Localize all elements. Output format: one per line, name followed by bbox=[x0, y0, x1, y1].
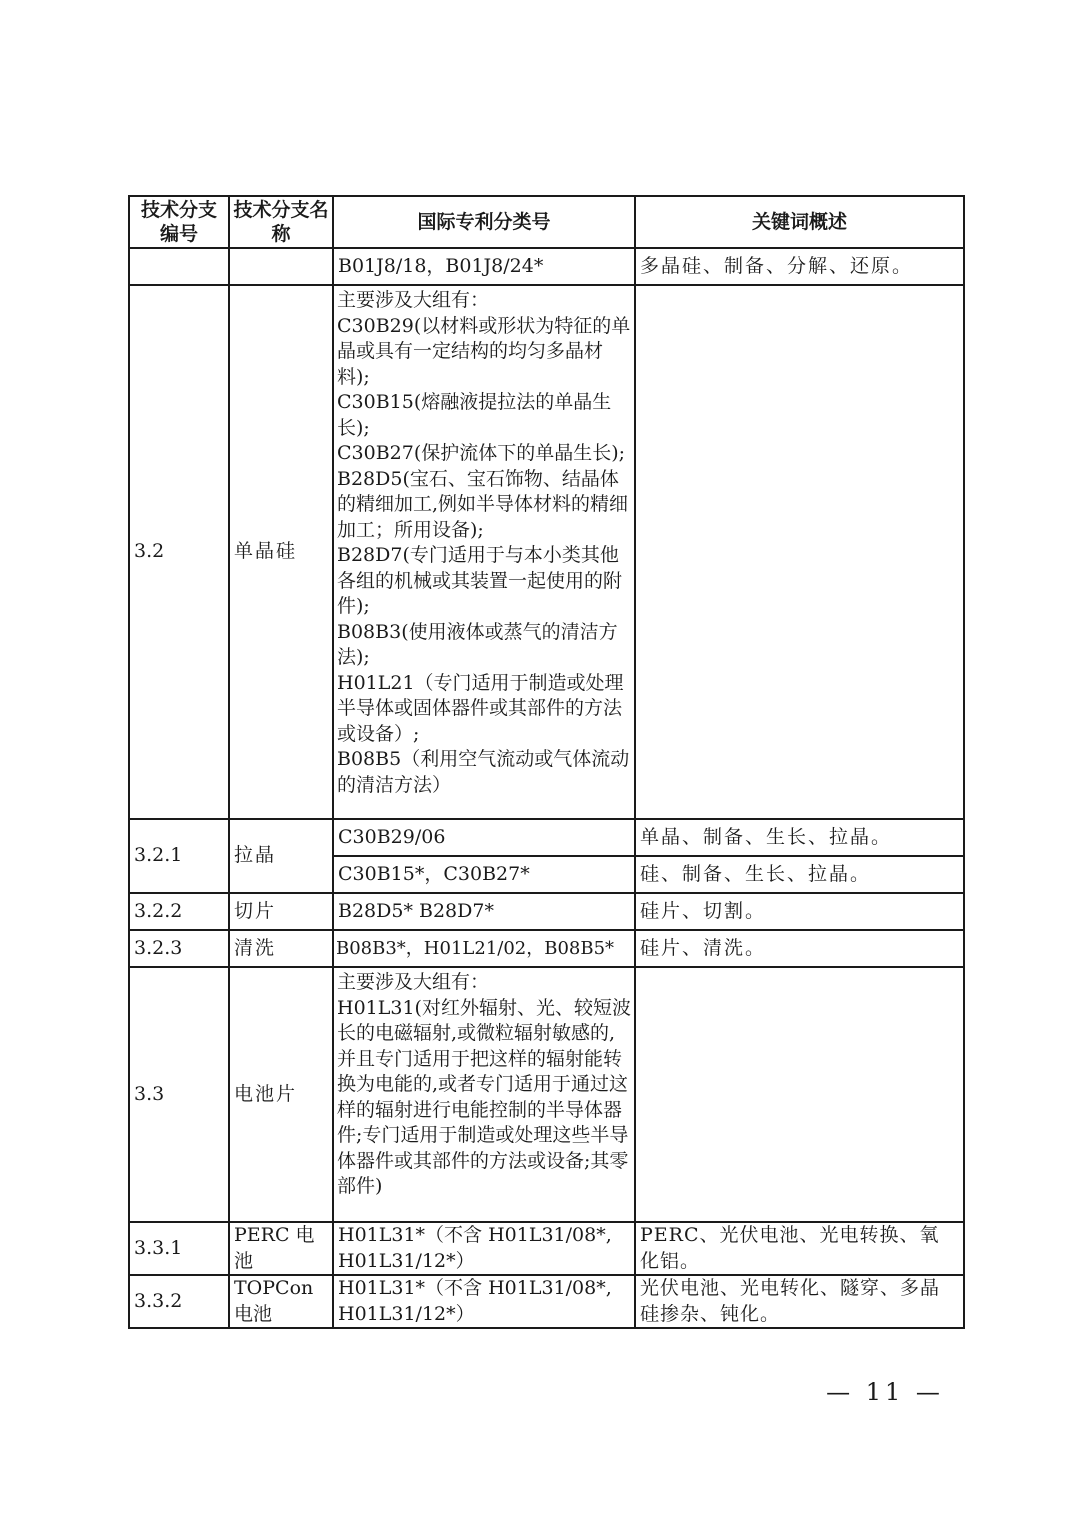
row-ipc: H01L31*（不含 H01L31/08*, H01L31/12*） bbox=[333, 1275, 635, 1328]
row-code: 3.2.1 bbox=[129, 819, 229, 893]
row-name: 拉晶 bbox=[229, 819, 333, 893]
ipc-line: 主要涉及大组有： bbox=[337, 289, 490, 311]
ipc-line: H01L31(对红外辐射、光、较短波长的电磁辐射,或微粒辐射敏感的,并且专门适用于把这样的辐射能转换为电能的,或者专门适用于通过这样的辐射进行电能控制的半导体器件;专门适用于制造或处理这些半导体器件或其部件的方法或设备;其零部件) bbox=[337, 996, 631, 1197]
row-ipc bbox=[333, 285, 635, 819]
row-keywords bbox=[635, 967, 964, 1222]
row-name: 切片 bbox=[229, 893, 333, 930]
row-code: 3.3.1 bbox=[129, 1222, 229, 1275]
ipc-line: B08B3(使用液体或蒸气的清洁方法); bbox=[337, 620, 618, 668]
row-name: 电池片 bbox=[229, 967, 333, 1222]
row-code: 3.3.2 bbox=[129, 1275, 229, 1328]
ipc-line: C30B27(保护流体下的单晶生长); bbox=[337, 442, 626, 464]
header-keywords: 关键词概述 bbox=[635, 196, 964, 248]
table-row bbox=[129, 893, 964, 930]
ipc-line: C30B29(以材料或形状为特征的单晶或具有一定结构的均匀多晶材料); bbox=[337, 314, 631, 388]
row-name: TOPCon 电池 bbox=[229, 1275, 333, 1328]
ipc-line: C30B15(熔融液提拉法的单晶生长); bbox=[337, 391, 612, 439]
row-keywords: 多晶硅、制备、分解、还原。 bbox=[635, 248, 964, 285]
table-row bbox=[129, 1275, 964, 1328]
row-code: 3.3 bbox=[129, 967, 229, 1222]
row-keywords: 光伏电池、光电转化、隧穿、多晶硅掺杂、钝化。 bbox=[635, 1275, 964, 1328]
header-ipc: 国际专利分类号 bbox=[333, 196, 635, 248]
row-ipc: C30B15*，C30B27* bbox=[333, 856, 635, 893]
row-code: 3.2.2 bbox=[129, 893, 229, 930]
ipc-classification-table bbox=[128, 195, 965, 1329]
table-row bbox=[129, 967, 964, 1222]
row-name: PERC 电池 bbox=[229, 1222, 333, 1275]
row-code: 3.2 bbox=[129, 285, 229, 819]
row-keywords: PERC、光伏电池、光电转换、氧化铝。 bbox=[635, 1222, 964, 1275]
row-keywords bbox=[635, 285, 964, 819]
table-row bbox=[129, 285, 964, 819]
table-row bbox=[129, 248, 964, 285]
row-keywords: 硅、制备、生长、拉晶。 bbox=[635, 856, 964, 893]
row-code bbox=[129, 248, 229, 285]
row-name: 清洗 bbox=[229, 930, 333, 967]
table-row bbox=[129, 930, 964, 967]
ipc-line: B28D5(宝石、宝石饰物、结晶体的精细加工,例如半导体材料的精细加工；所用设备); bbox=[337, 467, 629, 541]
row-name: 单晶硅 bbox=[229, 285, 333, 819]
row-keywords: 硅片、清洗。 bbox=[635, 930, 964, 967]
table-header-row bbox=[129, 196, 964, 248]
row-ipc: B01J8/18，B01J8/24* bbox=[333, 248, 635, 285]
page-number: — 11 — bbox=[826, 1378, 944, 1406]
table-row bbox=[129, 819, 964, 856]
header-branch-name: 技术分支名称 bbox=[229, 196, 333, 248]
row-keywords: 单晶、制备、生长、拉晶。 bbox=[635, 819, 964, 856]
row-keywords: 硅片、切割。 bbox=[635, 893, 964, 930]
row-name bbox=[229, 248, 333, 285]
ipc-line: 主要涉及大组有： bbox=[337, 971, 490, 993]
row-ipc: C30B29/06 bbox=[333, 819, 635, 856]
row-ipc bbox=[333, 967, 635, 1222]
header-branch-code: 技术分支编号 bbox=[129, 196, 229, 248]
row-ipc: B08B3*，H01L21/02，B08B5* bbox=[333, 930, 635, 967]
ipc-line: B28D7(专门适用于与本小类其他各组的机械或其装置一起使用的附件); bbox=[337, 544, 623, 617]
table-row bbox=[129, 1222, 964, 1275]
row-ipc: B28D5* B28D7* bbox=[333, 893, 635, 930]
ipc-line: B08B5（利用空气流动或气体流动的清洁方法） bbox=[337, 748, 630, 796]
row-code: 3.2.3 bbox=[129, 930, 229, 967]
row-ipc: H01L31*（不含 H01L31/08*, H01L31/12*） bbox=[333, 1222, 635, 1275]
ipc-line: H01L21（专门适用于制造或处理半导体或固体器件或其部件的方法或设备）; bbox=[337, 671, 624, 745]
